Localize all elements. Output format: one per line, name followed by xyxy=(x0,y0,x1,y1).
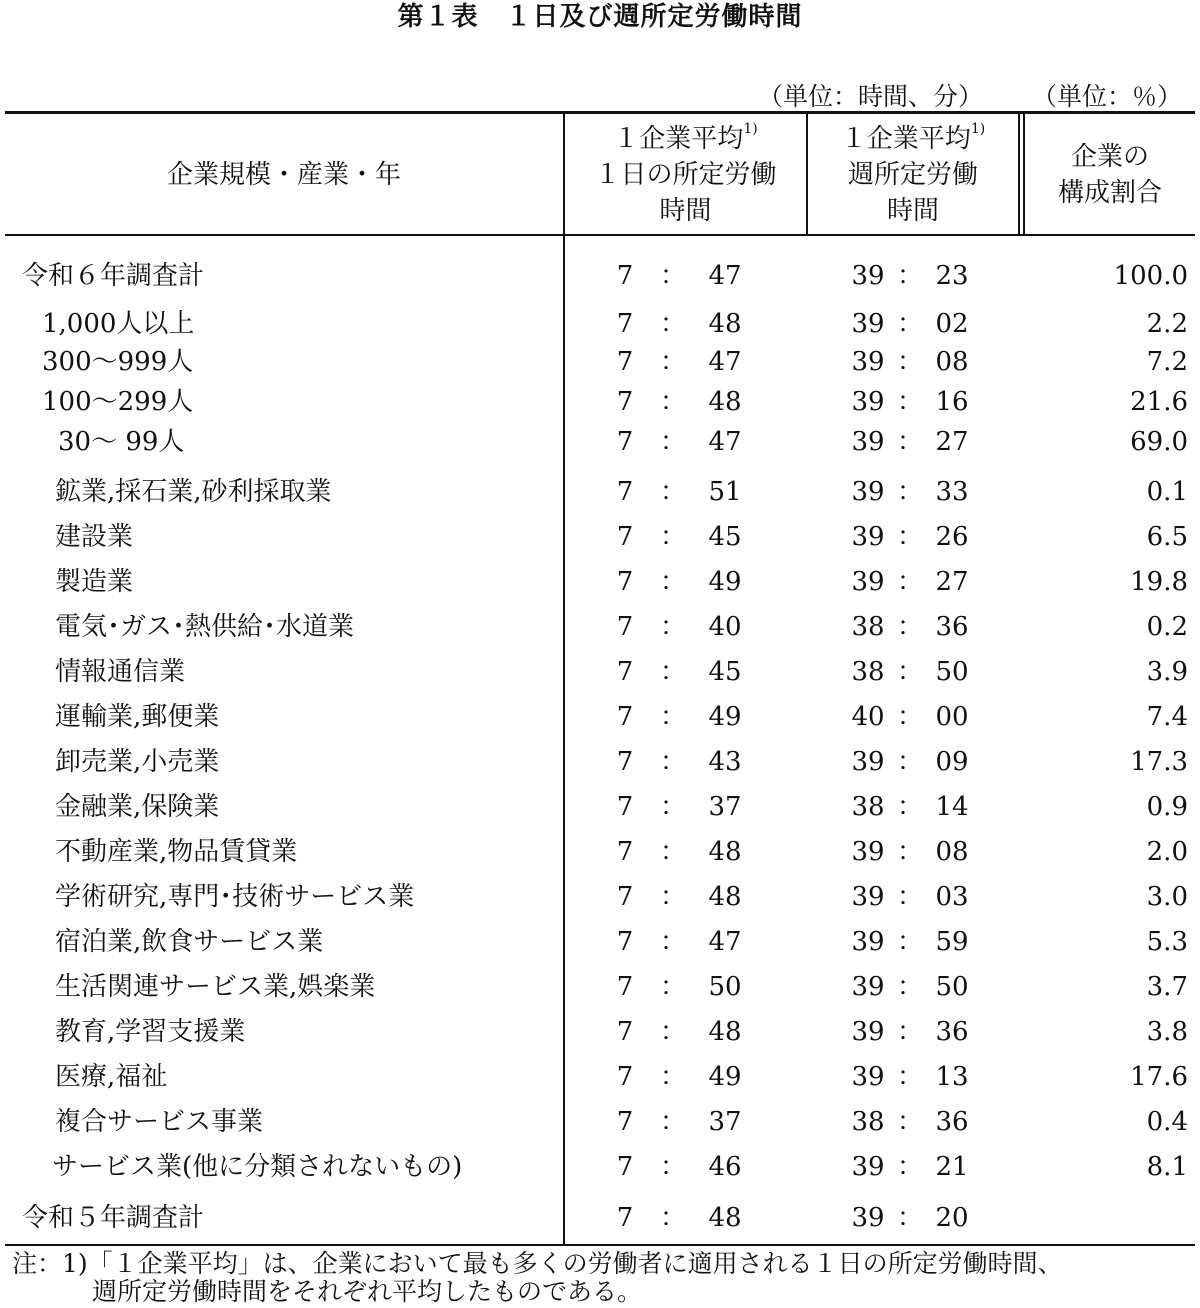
weekly-colon: ： xyxy=(897,747,924,777)
daily-hours: 7 xyxy=(616,347,634,377)
bottom-rule xyxy=(5,1244,1195,1246)
daily-minutes: 48 xyxy=(708,309,742,339)
weekly-hours: 38 xyxy=(851,657,885,687)
daily-minutes: 47 xyxy=(708,347,742,377)
weekly-colon: ： xyxy=(897,347,924,377)
daily-colon: ： xyxy=(660,427,687,457)
daily-colon: ： xyxy=(660,882,687,912)
daily-colon: ： xyxy=(660,522,687,552)
row-label: 医療,福祉 xyxy=(55,1062,168,1092)
table-row xyxy=(0,517,1200,557)
weekly-minutes: 00 xyxy=(935,702,969,732)
daily-colon: ： xyxy=(660,1017,687,1047)
table-row xyxy=(0,1057,1200,1097)
daily-minutes: 45 xyxy=(708,657,742,687)
weekly-colon: ： xyxy=(897,792,924,822)
table-row xyxy=(0,877,1200,917)
table-row xyxy=(0,742,1200,782)
row-label: 令和５年調査計 xyxy=(22,1203,205,1233)
daily-hours: 7 xyxy=(616,882,634,912)
table-row xyxy=(0,1102,1200,1142)
weekly-hours: 40 xyxy=(851,702,885,732)
weekly-minutes: 50 xyxy=(935,972,969,1002)
weekly-colon: ： xyxy=(897,522,924,552)
weekly-colon: ： xyxy=(897,1203,924,1233)
daily-hours: 7 xyxy=(616,1203,634,1233)
weekly-minutes: 16 xyxy=(935,387,969,417)
daily-minutes: 37 xyxy=(708,1107,742,1137)
row-label: サービス業(他に分類されないもの) xyxy=(52,1152,463,1182)
top-rule xyxy=(5,111,1195,114)
row-label: 鉱業,採石業,砂利採取業 xyxy=(55,477,332,507)
row-label: 令和６年調査計 xyxy=(22,261,205,291)
daily-minutes: 40 xyxy=(708,612,742,642)
table-row xyxy=(0,256,1200,296)
row-label: 生活関連サービス業,娯楽業 xyxy=(55,972,376,1002)
daily-minutes: 47 xyxy=(708,427,742,457)
daily-hours: 7 xyxy=(616,1107,634,1137)
weekly-colon: ： xyxy=(897,427,924,457)
weekly-colon: ： xyxy=(897,882,924,912)
weekly-hours: 39 xyxy=(851,567,885,597)
daily-colon: ： xyxy=(660,309,687,339)
daily-hours: 7 xyxy=(616,927,634,957)
table-title: 第１表 １日及び週所定労働時間 xyxy=(397,2,803,32)
share-percent: 0.4 xyxy=(1146,1107,1188,1137)
table-row xyxy=(0,422,1200,462)
daily-hours: 7 xyxy=(616,702,634,732)
daily-minutes: 47 xyxy=(708,261,742,291)
weekly-minutes: 59 xyxy=(935,927,969,957)
daily-hours: 7 xyxy=(616,657,634,687)
header-weekly xyxy=(808,115,1018,235)
row-label: 30～ 99人 xyxy=(58,427,185,457)
weekly-minutes: 27 xyxy=(935,427,969,457)
daily-minutes: 47 xyxy=(708,927,742,957)
weekly-minutes: 14 xyxy=(935,792,969,822)
daily-colon: ： xyxy=(660,1062,687,1092)
row-label: 複合サービス事業 xyxy=(55,1107,264,1137)
weekly-minutes: 09 xyxy=(935,747,969,777)
weekly-hours: 39 xyxy=(851,882,885,912)
row-label: 学術研究,専門･技術サービス業 xyxy=(55,882,415,912)
daily-hours: 7 xyxy=(616,567,634,597)
daily-hours: 7 xyxy=(616,792,634,822)
share-percent: 5.3 xyxy=(1146,927,1188,957)
daily-colon: ： xyxy=(660,792,687,822)
share-percent: 0.1 xyxy=(1146,477,1188,507)
row-label: 運輸業,郵便業 xyxy=(55,702,220,732)
daily-hours: 7 xyxy=(616,747,634,777)
row-label: 1,000人以上 xyxy=(42,309,195,339)
weekly-hours: 38 xyxy=(851,612,885,642)
weekly-minutes: 50 xyxy=(935,657,969,687)
weekly-hours: 39 xyxy=(851,927,885,957)
daily-colon: ： xyxy=(660,612,687,642)
weekly-minutes: 36 xyxy=(935,612,969,642)
weekly-minutes: 20 xyxy=(935,1203,969,1233)
row-label: 金融業,保険業 xyxy=(55,792,220,822)
daily-colon: ： xyxy=(660,927,687,957)
weekly-minutes: 13 xyxy=(935,1062,969,1092)
weekly-minutes: 33 xyxy=(935,477,969,507)
share-percent: 7.4 xyxy=(1146,702,1188,732)
weekly-colon: ： xyxy=(897,309,924,339)
header-category-label: 企業規模・産業・年 xyxy=(166,160,401,190)
weekly-colon: ： xyxy=(897,927,924,957)
weekly-colon: ： xyxy=(897,1152,924,1182)
table-row xyxy=(0,1147,1200,1187)
header-share-line1: 企業の xyxy=(1070,142,1149,172)
header-weekly-line3: 時間 xyxy=(886,196,939,226)
daily-hours: 7 xyxy=(616,1152,634,1182)
daily-colon: ： xyxy=(660,1107,687,1137)
share-percent: 2.0 xyxy=(1146,837,1188,867)
header-category xyxy=(5,115,563,235)
weekly-hours: 38 xyxy=(851,1107,885,1137)
footnote-marker: 1) xyxy=(743,121,758,138)
weekly-minutes: 08 xyxy=(935,347,969,377)
weekly-minutes: 36 xyxy=(935,1017,969,1047)
daily-minutes: 51 xyxy=(708,477,742,507)
daily-colon: ： xyxy=(660,657,687,687)
weekly-minutes: 36 xyxy=(935,1107,969,1137)
footnote-line-2: 週所定労働時間をそれぞれ平均したものである。 xyxy=(92,1277,643,1306)
table-row xyxy=(0,787,1200,827)
weekly-colon: ： xyxy=(897,567,924,597)
table-row xyxy=(0,697,1200,737)
daily-hours: 7 xyxy=(616,427,634,457)
share-percent: 2.2 xyxy=(1146,309,1188,339)
daily-hours: 7 xyxy=(616,387,634,417)
table-row xyxy=(0,607,1200,647)
header-daily xyxy=(565,115,806,235)
table-row xyxy=(0,342,1200,382)
share-percent: 19.8 xyxy=(1130,567,1188,597)
row-label: 卸売業,小売業 xyxy=(55,747,220,777)
daily-hours: 7 xyxy=(616,837,634,867)
daily-minutes: 49 xyxy=(708,1062,742,1092)
row-label: 100～299人 xyxy=(42,387,194,417)
daily-hours: 7 xyxy=(616,972,634,1002)
row-label: 不動産業,物品賃貸業 xyxy=(55,837,298,867)
column-divider-3a xyxy=(1018,113,1020,235)
weekly-colon: ： xyxy=(897,837,924,867)
daily-hours: 7 xyxy=(616,1017,634,1047)
weekly-hours: 39 xyxy=(851,837,885,867)
weekly-colon: ： xyxy=(897,1017,924,1047)
weekly-hours: 38 xyxy=(851,792,885,822)
daily-colon: ： xyxy=(660,387,687,417)
daily-hours: 7 xyxy=(616,477,634,507)
weekly-colon: ： xyxy=(897,387,924,417)
share-percent: 17.3 xyxy=(1130,747,1188,777)
weekly-colon: ： xyxy=(897,477,924,507)
weekly-colon: ： xyxy=(897,612,924,642)
weekly-hours: 39 xyxy=(851,522,885,552)
row-label: 電気･ガス･熱供給･水道業 xyxy=(55,612,355,642)
share-percent: 8.1 xyxy=(1146,1152,1188,1182)
daily-colon: ： xyxy=(660,347,687,377)
daily-colon: ： xyxy=(660,837,687,867)
daily-minutes: 48 xyxy=(708,882,742,912)
unit-time: （単位：時間、分） xyxy=(758,82,984,111)
weekly-hours: 39 xyxy=(851,747,885,777)
weekly-hours: 39 xyxy=(851,261,885,291)
header-share xyxy=(1025,115,1195,235)
share-percent: 3.8 xyxy=(1146,1017,1188,1047)
footnote-line-1: 注：1)「１企業平均」は、企業において最も多くの労働者に適用される１日の所定労働時間、 xyxy=(12,1249,1063,1278)
table-row xyxy=(0,304,1200,344)
weekly-hours: 39 xyxy=(851,1062,885,1092)
daily-hours: 7 xyxy=(616,309,634,339)
daily-minutes: 49 xyxy=(708,702,742,732)
footnote-marker: 1) xyxy=(970,121,986,138)
daily-minutes: 48 xyxy=(708,1203,742,1233)
weekly-colon: ： xyxy=(897,972,924,1002)
weekly-hours: 39 xyxy=(851,972,885,1002)
weekly-hours: 39 xyxy=(851,1203,885,1233)
share-percent: 69.0 xyxy=(1130,427,1188,457)
header-weekly-line2: 週所定労働 xyxy=(847,160,978,190)
row-label: 建設業 xyxy=(55,522,134,552)
daily-minutes: 43 xyxy=(708,747,742,777)
share-percent: 7.2 xyxy=(1146,347,1188,377)
weekly-minutes: 03 xyxy=(935,882,969,912)
daily-minutes: 48 xyxy=(708,837,742,867)
daily-colon: ： xyxy=(660,1203,687,1233)
share-percent: 17.6 xyxy=(1130,1062,1188,1092)
daily-hours: 7 xyxy=(616,612,634,642)
daily-colon: ： xyxy=(660,477,687,507)
weekly-hours: 39 xyxy=(851,427,885,457)
daily-minutes: 49 xyxy=(708,567,742,597)
weekly-minutes: 26 xyxy=(935,522,969,552)
weekly-minutes: 02 xyxy=(935,309,969,339)
weekly-hours: 39 xyxy=(851,387,885,417)
row-label: 製造業 xyxy=(55,567,134,597)
share-percent: 0.9 xyxy=(1146,792,1188,822)
daily-minutes: 50 xyxy=(708,972,742,1002)
share-percent: 6.5 xyxy=(1146,522,1188,552)
daily-colon: ： xyxy=(660,1152,687,1182)
table-row xyxy=(0,562,1200,602)
daily-hours: 7 xyxy=(616,1062,634,1092)
table-row xyxy=(0,472,1200,512)
share-percent: 3.9 xyxy=(1146,657,1188,687)
table-row xyxy=(0,1198,1200,1238)
row-label: 情報通信業 xyxy=(55,657,186,687)
weekly-colon: ： xyxy=(897,1107,924,1137)
weekly-hours: 39 xyxy=(851,347,885,377)
weekly-colon: ： xyxy=(897,657,924,687)
table-row xyxy=(0,832,1200,872)
weekly-hours: 39 xyxy=(851,309,885,339)
unit-percent: （単位：％） xyxy=(1032,82,1183,111)
weekly-minutes: 08 xyxy=(935,837,969,867)
daily-hours: 7 xyxy=(616,261,634,291)
daily-minutes: 45 xyxy=(708,522,742,552)
table-row xyxy=(0,652,1200,692)
weekly-hours: 39 xyxy=(851,477,885,507)
weekly-colon: ： xyxy=(897,261,924,291)
daily-minutes: 46 xyxy=(708,1152,742,1182)
row-label: 宿泊業,飲食サービス業 xyxy=(55,927,324,957)
daily-colon: ： xyxy=(660,567,687,597)
header-daily-line2: １日の所定労働 xyxy=(594,160,777,190)
weekly-colon: ： xyxy=(897,1062,924,1092)
share-percent: 0.2 xyxy=(1146,612,1188,642)
daily-colon: ： xyxy=(660,261,687,291)
header-share-line2: 構成割合 xyxy=(1057,178,1162,208)
weekly-minutes: 27 xyxy=(935,567,969,597)
daily-colon: ： xyxy=(660,747,687,777)
daily-minutes: 48 xyxy=(708,1017,742,1047)
row-label: 教育,学習支援業 xyxy=(55,1017,246,1047)
weekly-minutes: 23 xyxy=(935,261,969,291)
table-row xyxy=(0,967,1200,1007)
table-row xyxy=(0,922,1200,962)
daily-hours: 7 xyxy=(616,522,634,552)
daily-minutes: 37 xyxy=(708,792,742,822)
table-row xyxy=(0,382,1200,422)
header-daily-line3: 時間 xyxy=(659,196,712,226)
weekly-minutes: 21 xyxy=(935,1152,969,1182)
header-weekly-line1: １企業平均 xyxy=(840,124,971,154)
row-label: 300～999人 xyxy=(42,347,194,377)
daily-colon: ： xyxy=(660,972,687,1002)
header-daily-line1: １企業平均 xyxy=(613,124,744,154)
weekly-hours: 39 xyxy=(851,1152,885,1182)
weekly-hours: 39 xyxy=(851,1017,885,1047)
daily-minutes: 48 xyxy=(708,387,742,417)
share-percent: 100.0 xyxy=(1113,261,1188,291)
daily-colon: ： xyxy=(660,702,687,732)
share-percent: 3.0 xyxy=(1146,882,1188,912)
table-row xyxy=(0,1012,1200,1052)
share-percent: 3.7 xyxy=(1146,972,1188,1002)
weekly-colon: ： xyxy=(897,702,924,732)
share-percent: 21.6 xyxy=(1130,387,1188,417)
